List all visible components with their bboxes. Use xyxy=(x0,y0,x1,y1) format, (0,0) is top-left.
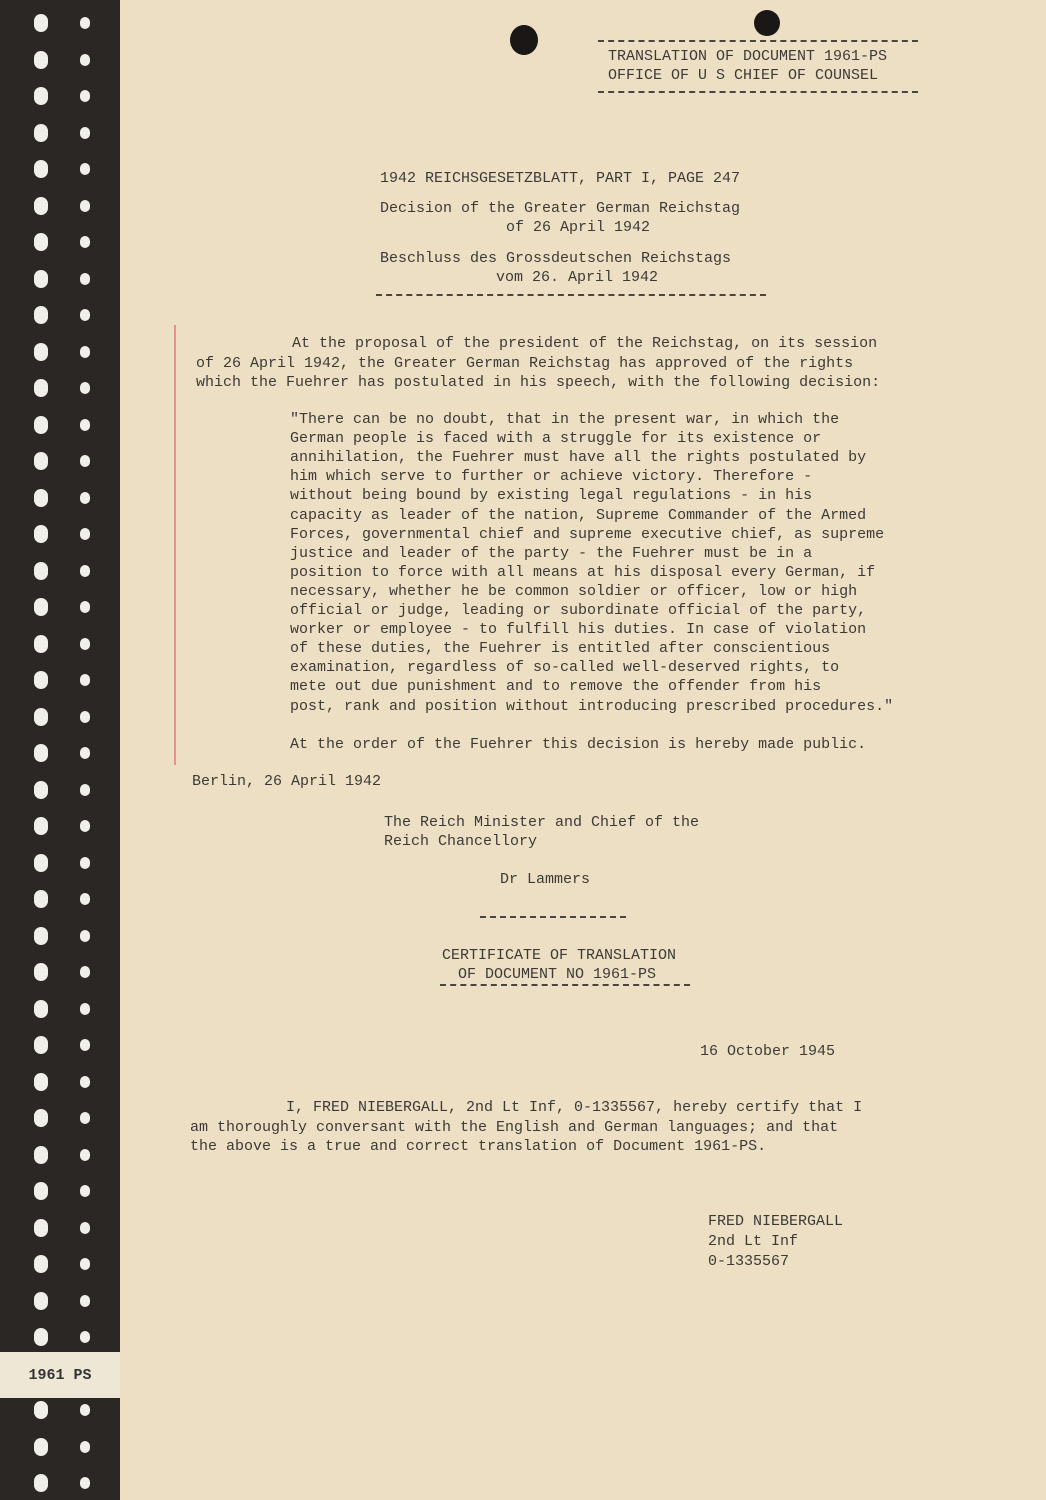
binder-hole xyxy=(80,127,90,139)
binder-hole xyxy=(80,930,90,942)
divider xyxy=(480,916,626,918)
text-line: FRED NIEBERGALL xyxy=(708,1213,844,1230)
binder-hole xyxy=(34,525,48,543)
binder-hole xyxy=(80,857,90,869)
text-line: 2nd Lt Inf xyxy=(708,1233,799,1250)
binder-hole xyxy=(34,1474,48,1492)
binder-hole xyxy=(80,601,90,613)
binder-hole xyxy=(34,671,48,689)
divider xyxy=(440,984,690,986)
binder-hole xyxy=(80,1331,90,1343)
binder-hole xyxy=(80,528,90,540)
binder-hole xyxy=(80,638,90,650)
punch-hole xyxy=(754,10,780,36)
binder-hole xyxy=(34,160,48,178)
divider xyxy=(598,91,918,93)
signatory-line-2: Reich Chancellory xyxy=(384,833,538,850)
binder-hole xyxy=(34,562,48,580)
text-line: which the Fuehrer has postulated in his speech, with the following decision: xyxy=(196,374,881,391)
text-line: At the proposal of the president of the Reichstag, on its session xyxy=(292,335,878,352)
binder-hole xyxy=(34,1328,48,1346)
binder-hole xyxy=(34,306,48,324)
binder-hole xyxy=(80,200,90,212)
text-line: am thoroughly conversant with the English and German languages; and that xyxy=(190,1118,839,1136)
text-line: him which serve to further or achieve victory. Therefore - xyxy=(290,468,813,486)
binder-hole xyxy=(34,854,48,872)
binder-hole xyxy=(80,492,90,504)
text-line: mete out due punishment and to remove the offender from his xyxy=(290,678,822,696)
binder-hole xyxy=(80,1295,90,1307)
binder-hole xyxy=(34,452,48,470)
text-line: the above is a true and correct translation of Document 1961-PS. xyxy=(190,1138,767,1155)
binder-hole xyxy=(80,1441,90,1453)
text-line: of 26 April 1942, the Greater German Reichstag has approved of the rights xyxy=(196,354,854,372)
binder-hole xyxy=(34,87,48,105)
text-line: of these duties, the Fuehrer is entitled after conscientious xyxy=(290,640,831,658)
binder-hole xyxy=(34,635,48,653)
binder-hole xyxy=(34,416,48,434)
text-line: worker or employee - to fulfill his duties. In case of violation xyxy=(290,621,867,639)
binder-hole xyxy=(80,309,90,321)
signatory-name: Dr Lammers xyxy=(500,871,591,888)
text-line: official or judge, leading or subordinate official of the party, xyxy=(290,602,867,619)
text-line: I, FRED NIEBERGALL, 2nd Lt Inf, 0-1335567, hereby certify that I xyxy=(286,1099,863,1116)
binder-hole xyxy=(80,54,90,66)
binder-hole xyxy=(34,817,48,835)
text-line: "There can be no doubt, that in the present war, in which the xyxy=(290,411,840,428)
binder-hole xyxy=(34,379,48,397)
binder-hole xyxy=(34,963,48,981)
binder-hole xyxy=(80,674,90,686)
binder-hole xyxy=(80,346,90,358)
binder-hole xyxy=(34,270,48,288)
title-line-2: Decision of the Greater German Reichstag xyxy=(380,200,741,217)
text-line: annihilation, the Fuehrer must have all the rights postulated by xyxy=(290,449,867,467)
header-line-1: TRANSLATION OF DOCUMENT 1961-PS xyxy=(608,48,888,65)
binder-hole xyxy=(34,1000,48,1018)
binder-hole xyxy=(80,1477,90,1489)
binder-hole xyxy=(80,820,90,832)
binder-hole xyxy=(34,197,48,215)
certificate-title-1: CERTIFICATE OF TRANSLATION xyxy=(442,947,677,964)
text-line: justice and leader of the party - the Fuehrer must be in a xyxy=(290,544,813,562)
binder-hole xyxy=(80,1222,90,1234)
text-line: without being bound by existing legal regulations - in his xyxy=(290,487,813,505)
binder-hole xyxy=(34,744,48,762)
binder-hole xyxy=(34,781,48,799)
binder-hole xyxy=(80,711,90,723)
binder-hole xyxy=(34,1073,48,1091)
text-line: position to force with all means at his disposal every German, if xyxy=(290,563,876,581)
margin-mark xyxy=(174,325,176,765)
binder-hole xyxy=(80,966,90,978)
text-line: necessary, whether he be common soldier or officer, low or high xyxy=(290,582,858,600)
document-page xyxy=(120,0,1046,1500)
title-line-5: vom 26. April 1942 xyxy=(496,269,659,286)
divider xyxy=(376,294,766,296)
binder-hole xyxy=(34,51,48,69)
binder-hole xyxy=(80,455,90,467)
certificate-date: 16 October 1945 xyxy=(700,1043,836,1060)
binder-hole xyxy=(34,343,48,361)
text-line: Forces, governmental chief and supreme executive chief, as supreme xyxy=(290,525,885,543)
text-line: examination, regardless of so-called well-deserved rights, to xyxy=(290,659,840,677)
binder-hole xyxy=(80,747,90,759)
divider xyxy=(598,40,918,42)
title-line-1: 1942 REICHSGESETZBLATT, PART I, PAGE 247 xyxy=(380,170,741,187)
binder-hole xyxy=(80,1404,90,1416)
binder-hole xyxy=(34,1219,48,1237)
binder-strip xyxy=(0,0,120,1500)
binder-hole xyxy=(34,708,48,726)
binder-hole xyxy=(80,565,90,577)
binder-hole xyxy=(34,124,48,142)
header-line-2: OFFICE OF U S CHIEF OF COUNSEL xyxy=(608,67,879,84)
binder-hole xyxy=(34,1401,48,1419)
certificate-title-2: OF DOCUMENT NO 1961-PS xyxy=(458,966,657,983)
binder-hole xyxy=(80,1112,90,1124)
binder-hole xyxy=(34,1109,48,1127)
binder-hole xyxy=(80,17,90,29)
binder-hole xyxy=(80,1076,90,1088)
binder-hole xyxy=(80,784,90,796)
punch-hole xyxy=(510,25,538,55)
title-line-3: of 26 April 1942 xyxy=(506,219,651,236)
text-line: post, rank and position without introducing prescribed procedures." xyxy=(290,697,894,715)
binder-hole xyxy=(80,163,90,175)
binder-hole xyxy=(80,1185,90,1197)
binder-hole xyxy=(34,1146,48,1164)
binder-hole xyxy=(34,890,48,908)
text-line: German people is faced with a struggle for its existence or xyxy=(290,430,822,448)
binder-hole xyxy=(80,236,90,248)
binder-hole xyxy=(80,419,90,431)
binder-hole xyxy=(34,1182,48,1200)
binder-hole xyxy=(80,1149,90,1161)
title-line-4: Beschluss des Grossdeutschen Reichstags xyxy=(380,250,732,267)
binder-hole xyxy=(80,893,90,905)
binder-hole xyxy=(80,273,90,285)
signatory-line-1: The Reich Minister and Chief of the xyxy=(384,814,700,831)
binder-hole xyxy=(80,1258,90,1270)
binder-hole xyxy=(34,598,48,616)
place-date: Berlin, 26 April 1942 xyxy=(192,773,382,790)
text-line: 0-1335567 xyxy=(708,1253,790,1270)
binder-hole xyxy=(34,233,48,251)
document-tab-label: 1961 PS xyxy=(0,1352,120,1398)
binder-hole xyxy=(34,1036,48,1054)
binder-hole xyxy=(80,1003,90,1015)
binder-hole xyxy=(34,927,48,945)
binder-hole xyxy=(80,1039,90,1051)
binder-hole xyxy=(34,1438,48,1456)
binder-hole xyxy=(34,489,48,507)
binder-hole xyxy=(34,1292,48,1310)
binder-hole xyxy=(80,382,90,394)
binder-hole xyxy=(34,14,48,32)
binder-hole xyxy=(34,1255,48,1273)
binder-hole xyxy=(80,90,90,102)
text-line: capacity as leader of the nation, Supreme Commander of the Armed xyxy=(290,506,867,524)
order-line: At the order of the Fuehrer this decision is hereby made public. xyxy=(290,736,867,753)
